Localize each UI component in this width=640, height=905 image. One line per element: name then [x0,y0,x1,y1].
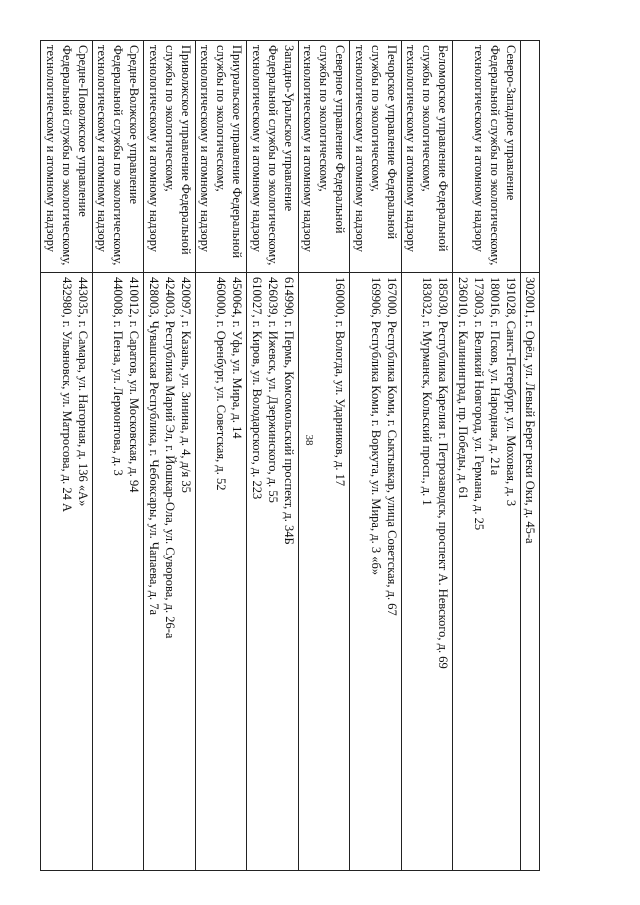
office-name-cell: Беломорское управление Федеральной службы по экологическому, технологическому и атомному надзору [401,41,453,273]
office-address-cell [298,273,350,871]
table-row [298,41,350,871]
address-line: 183032, г. Мурманск, Кольский просп., д. 1 [420,277,435,506]
office-address-cell [247,273,299,871]
office-name-cell: Печорское управление Федеральной службы по экологическому, технологическому и атомному надзору [350,41,402,273]
office-name-cell: Средне-Волжское управление Федеральной службы по экологическому, технологическому и атомному надзору [92,41,144,273]
office-address-cell [521,273,540,871]
table-row [195,41,247,871]
address-line: 169906, Республика Коми, г. Воркута, ул. Мира, д. 3 «б» [368,277,383,576]
office-address-cell [453,273,521,871]
page-number: 38 [303,434,315,446]
address-line: 420097, г. Казань, ул. Зинина, д. 4, д/я 35 [178,277,193,493]
office-name-cell: Северное управление Федеральной службы по экологическому, технологическому и атомному надзору [298,41,350,273]
address-line: 443035, г. Самара, ул. Нагорная, д. 136 «А» [75,277,90,507]
office-address-cell [92,273,144,871]
office-address-cell [41,273,93,871]
address-line: 614990, г. Пермь, Комсомольский проспект, д. 34Б [281,277,296,545]
address-line: 180016, г. Псков, ул. Народная, д. 21а [488,277,502,476]
offices-table-body [41,41,540,871]
address-line: 432980, г. Ульяновск, ул. Матросова, д. 24 А [59,277,74,513]
address-line: 426039, г. Ижевск, ул. Дзержинского, д. 55 [265,277,280,503]
address-line: 191028, Санкт-Петербург, ул. Моховая, д. 3 [504,277,518,507]
table-row [247,41,299,871]
office-name-cell: Приуральское управление Федеральной службы по экологическому, технологическому и атомному надзору [195,41,247,273]
table-row [41,41,93,871]
offices-table [40,40,540,871]
office-address-cell [195,273,247,871]
office-name-cell: Западно-Уральское управление Федеральной службы по экологическому, технологическому и атомному надзору [247,41,299,273]
address-line: 236010, г. Калининград, пр. Победы, д. 61 [456,277,470,500]
office-name-cell: Приволжское управление Федеральной службы по экологическому, технологическому и атомному надзору [144,41,196,273]
table-row [521,41,540,871]
table-row [453,41,521,871]
address-line: 185030, Республика Карелия г. Петрозаводск, проспект А. Невского, д. 69 [436,277,451,669]
table-row [144,41,196,871]
office-name-cell [521,41,540,273]
address-line: 160000, г. Вологда, ул. Ударников, д. 17 [333,277,348,487]
office-address-cell [350,273,402,871]
office-address-cell [144,273,196,871]
office-name-cell: Северо-Западное управление Федеральной службы по экологическому, технологическому и атомному надзору [453,41,521,273]
address-line: 424003, Республика Марий Эл, г. Йошкар-Ола, ул. Суворова, д. 26-а [162,277,177,639]
office-address-cell [401,273,453,871]
table-row [92,41,144,871]
address-line: 173003, г. Великий Новгород, ул. Германа, д. 25 [472,277,486,531]
office-name-cell: Средне-Поволжское управление Федеральной службы по экологическому, технологическому и атомному надзору [41,41,93,273]
table-row [401,41,453,871]
address-line: 440008, г. Пенза, ул. Лермонтова, д. 3 [111,277,126,476]
address-line: 610027, г. Киров, ул. Володарского, д. 223 [249,277,264,500]
address-line: 450064, г. Уфа, ул. Мира, д. 14 [230,277,245,439]
address-line: 167000, Республика Коми, г. Сыктывкар, улица Советская, д. 67 [384,277,399,616]
address-line: 460000, г. Оренбург, ул. Советская, д. 52 [214,277,229,491]
address-line: 428003, Чувашская Республика, г. Чебоксары, ул. Чапаева, д. 7а [146,277,161,616]
rotated-table-container [40,40,540,870]
address-line: 410012, г. Саратов, ул. Московская, д. 94 [127,277,142,493]
table-row [350,41,402,871]
address-line: 302001, г. Орёл, ул. Левый Берег реки Оки, д. 45-а [523,277,537,544]
